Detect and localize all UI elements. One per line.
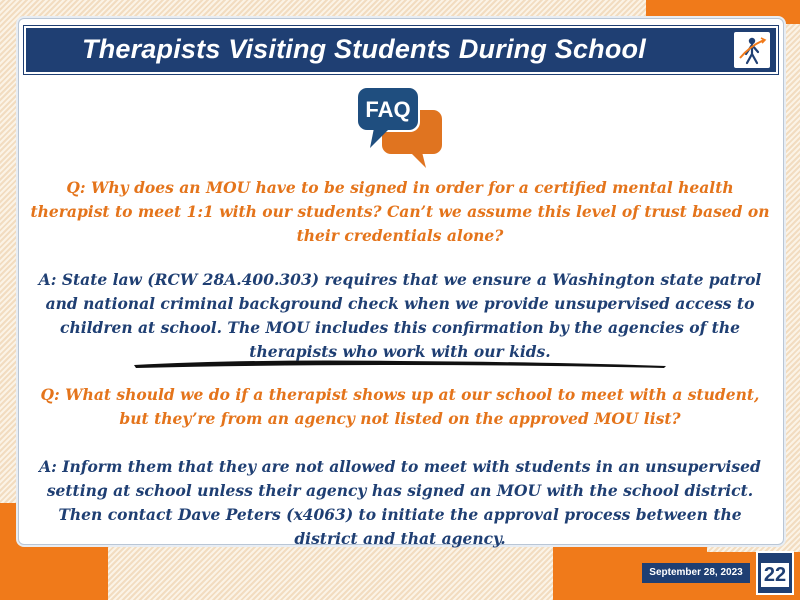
title-bar: [24, 26, 778, 74]
brush-divider: [130, 356, 670, 370]
page-number: 22: [761, 563, 789, 587]
answer-2: A: Inform them that they are not allowed to meet with students in an unsupervised setting at school unless their agency has signed an MOU with the school district. Then contact Dave Peters (x4063) to initiate the approval process between the district and that agency.: [39, 457, 761, 548]
question-1: Q: Why does an MOU have to be signed in order for a certified mental health therapist to meet 1:1 with our students? Can’t we assume this level of trust based on their credentials alone?: [30, 178, 770, 245]
page-number-box: [756, 551, 794, 595]
answer-1: A: State law (RCW 28A.400.303) requires that we ensure a Washington state patrol and national criminal background check when we provide unsupervised access to children at school. The MOU includes this confirmation by the agencies of the therapists who work with our kids.: [38, 270, 762, 361]
faq-label: FAQ: [365, 97, 411, 122]
slide-date: September 28, 2023: [642, 563, 750, 583]
question-2: Q: What should we do if a therapist shows up at our school to meet with a student, but they’re from an agency not listed on the approved MOU list?: [40, 385, 760, 428]
slide-title: Therapists Visiting Students During School: [82, 34, 646, 64]
faq-speech-bubble-icon: [352, 82, 446, 170]
district-logo-icon: [734, 32, 770, 68]
